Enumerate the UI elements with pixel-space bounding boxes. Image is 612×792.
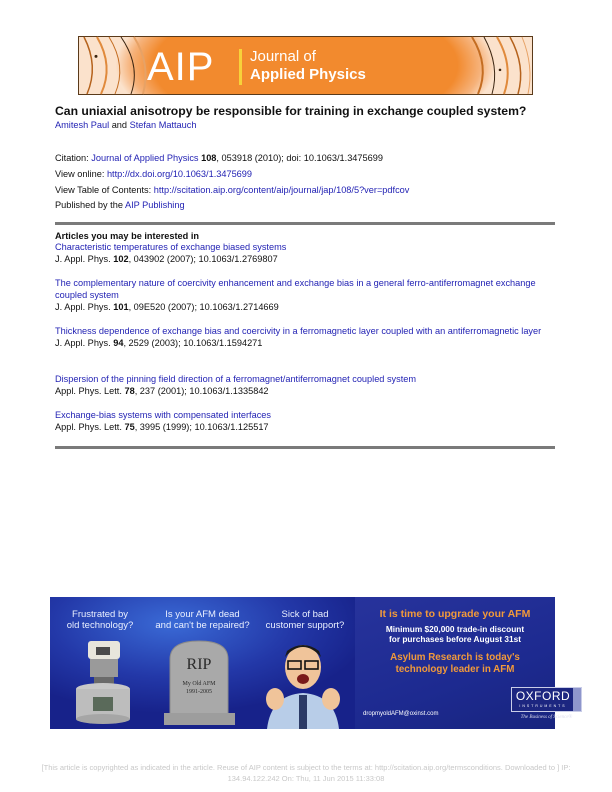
ad-email[interactable]: dropmyoldAFM@oxinst.com — [363, 711, 439, 717]
ad-leader-text: Asylum Research is today's technology leader in AFM — [390, 652, 520, 675]
toc-label: View Table of Contents: — [55, 185, 154, 195]
footer-line1: [This article is copyrighted as indicated in the article. Reuse of AIP content is subject to the terms at: http://scitation.aip.org/termsconditions. Downloaded to ] IP: — [41, 763, 571, 772]
related-article-citation: Appl. Phys. Lett. 78, 237 (2001); 10.1063/1.1335842 — [55, 385, 269, 396]
divider-bottom — [55, 446, 555, 449]
advertisement-banner[interactable] — [50, 597, 573, 729]
tombstone-line1: My Old AFM — [182, 681, 216, 687]
citation-label: Citation: — [55, 153, 92, 163]
related-article — [55, 278, 550, 313]
ad-question-1: Frustrated by old technology? — [66, 609, 134, 631]
authors — [55, 120, 196, 130]
related-article-link[interactable]: Exchange-bias systems with compensated interfaces — [55, 410, 272, 420]
journal-link[interactable]: Journal of Applied Physics — [91, 153, 199, 163]
tombstone-rip-text: RIP — [186, 656, 212, 673]
citation-details: , 053918 (2010); doi: 10.1063/1.3475699 — [216, 153, 383, 163]
related-article-citation: J. Appl. Phys. 102, 043902 (2007); 10.1063/1.2769807 — [55, 253, 278, 264]
article-title: Can uniaxial anisotropy be responsible for training in exchange coupled system? — [55, 104, 527, 118]
related-article-link[interactable]: The complementary nature of coercivity enhancement and exchange bias in a general ferro-antiferromagnet exchange coupled system — [55, 278, 536, 300]
related-heading: Articles you may be interested in — [55, 231, 199, 241]
journal-header-banner[interactable] — [78, 36, 533, 95]
citation-line — [55, 153, 383, 163]
logo-divider — [239, 49, 242, 85]
doi-link[interactable]: http://dx.doi.org/10.1063/1.3475699 — [106, 169, 253, 179]
ad-question-3: Sick of bad customer support? — [265, 609, 345, 631]
divider-top — [55, 222, 555, 225]
view-online-line — [55, 169, 252, 179]
ad-right-panel — [355, 597, 573, 729]
afm-instrument-image — [72, 639, 134, 725]
related-article-link[interactable]: Thickness dependence of exchange bias and coercivity in a ferromagnetic layer coupled with an antiferromagnetic layer — [55, 326, 542, 336]
copyright-footer — [20, 762, 592, 784]
tombstone-image — [162, 637, 237, 727]
oxford-instruments-logo: OXFORD INSTRUMENTS — [511, 687, 582, 712]
publisher-line — [55, 200, 185, 210]
published-label: Published by the — [55, 200, 125, 210]
ad-headline: It is time to upgrade your AFM — [379, 608, 531, 620]
tombstone-line2: 1991-2005 — [186, 689, 212, 695]
citation-volume: 108 — [201, 153, 217, 163]
related-article — [55, 374, 550, 398]
author-separator: and — [109, 120, 130, 130]
toc-link[interactable]: http://scitation.aip.org/content/aip/journal/jap/108/5?ver=pdfcov — [153, 185, 410, 195]
publisher-link[interactable]: AIP Publishing — [124, 200, 185, 210]
related-article-citation: J. Appl. Phys. 101, 09E520 (2007); 10.1063/1.2714669 — [55, 301, 279, 312]
author-link[interactable]: Stefan Mattauch — [129, 120, 197, 130]
related-article — [55, 410, 550, 434]
related-article-link[interactable]: Characteristic temperatures of exchange biased systems — [55, 242, 287, 252]
related-article-link[interactable]: Dispersion of the pinning field direction of a ferromagnet/antiferromagnet coupled system — [55, 374, 417, 384]
ad-left-panel — [50, 597, 355, 729]
author-link[interactable]: Amitesh Paul — [55, 120, 110, 130]
swirl-decoration-right — [442, 37, 532, 94]
journal-name — [250, 48, 366, 84]
footer-line2: 134.94.122.242 On: Thu, 11 Jun 2015 11:33:08 — [227, 774, 385, 783]
view-online-label: View online: — [55, 169, 107, 179]
ad-offer: Minimum $20,000 trade-in discount for purchases before August 31st — [385, 624, 525, 644]
toc-line — [55, 185, 409, 195]
related-article-citation: Appl. Phys. Lett. 75, 3995 (1999); 10.1063/1.125517 — [55, 421, 269, 432]
journal-name-line1: Journal of — [250, 48, 316, 65]
oxford-tagline: The Business of Science® — [520, 715, 573, 720]
journal-name-line2: Applied Physics — [250, 66, 366, 83]
aip-logo: AIP — [147, 45, 215, 89]
related-article — [55, 326, 550, 350]
frustrated-man-image — [257, 637, 349, 729]
related-article-citation: J. Appl. Phys. 94, 2529 (2003); 10.1063/1.1594271 — [55, 337, 263, 348]
related-article — [55, 242, 550, 266]
ad-question-2: Is your AFM dead and can't be repaired? — [155, 609, 250, 631]
